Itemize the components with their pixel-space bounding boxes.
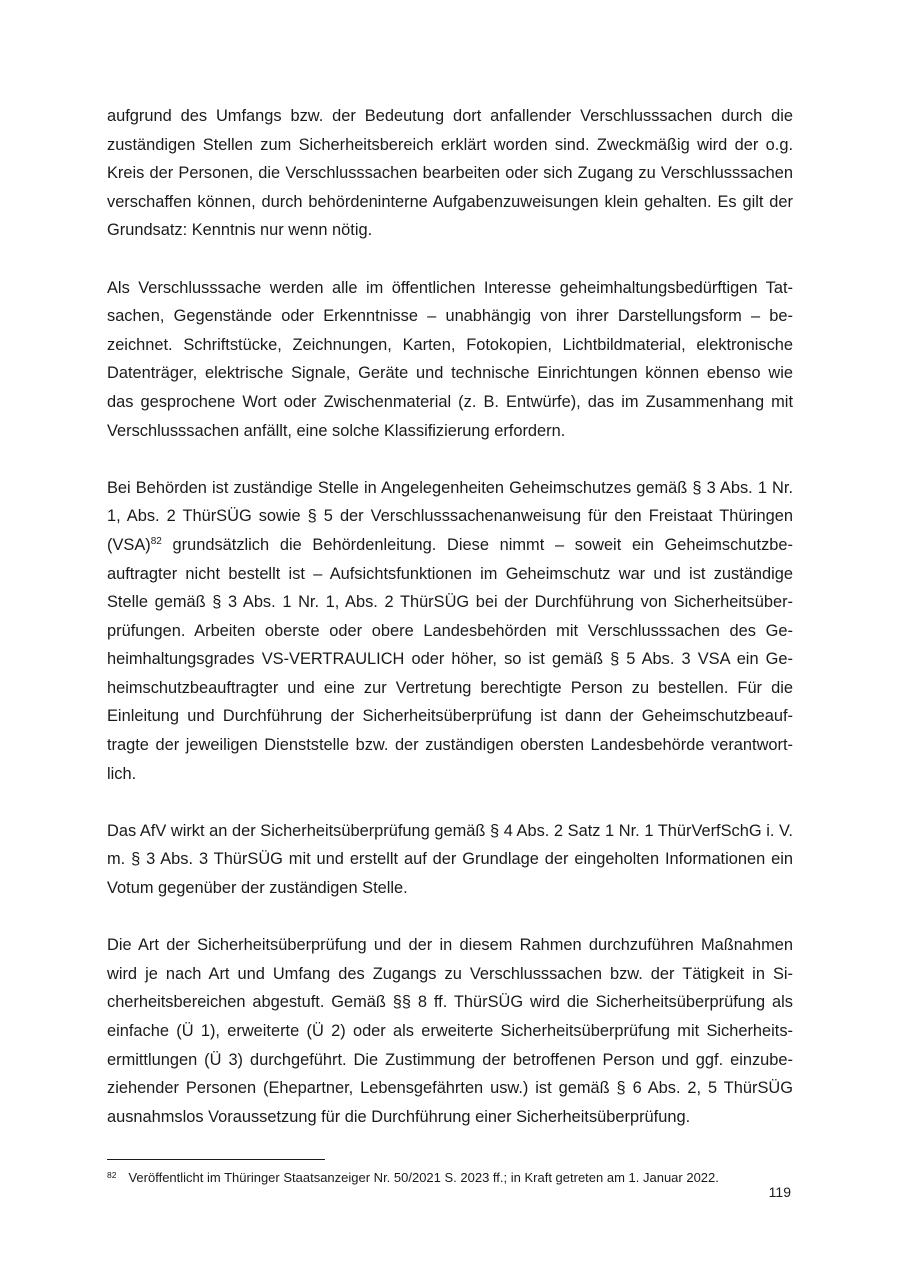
footnote-text: Veröffentlicht im Thüringer Staatsanzeiger Nr. 50/2021 S. 2023 ff.; in Kraft getreten am 1. Januar 2022. (128, 1170, 719, 1185)
paragraph-4: Das AfV wirkt an der Sicherheitsüberprüfung gemäß § 4 Abs. 2 Satz 1 Nr. 1 ThürVerfSchG i. V. m. § 3 Abs. 3 ThürSÜG mit und erstellt auf der Grundlage der eingeholten Informationen ein Votum gegenüber der zuständigen Stelle. (107, 821, 793, 898)
paragraph-3 (107, 474, 793, 789)
footnote-number: 82 (107, 1170, 117, 1180)
paragraph-3-text-after-note: grundsätzlich die Behördenleitung. Diese nimmt – soweit ein Geheimschutzbeauftragter nicht bestellt ist – Aufsichtsfunktionen im Geheimschutz war und ist zuständige Stelle gemäß § 3 Abs. 1 Nr. 1, Abs. 2 ThürSÜG bei der Durchführung von Sicherheitsüberprüfungen. Arbeiten oberste oder obere Landesbehörden mit Verschlusssachen des Geheimhaltungsgrades VS-VERTRAULICH oder höher, so ist gemäß § 5 Abs. 3 VSA ein Geheimschutzbeauftragter und eine zur Vertretung berechtigte Person zu bestellen. Für die Einleitung und Durchführung der Sicherheitsüberprüfung ist dann der Geheimschutzbeauftragte der jeweiligen Dienststelle bzw. der zuständigen obersten Landesbehörde verantwortlich. (107, 535, 793, 783)
footnote-divider (107, 1159, 325, 1160)
paragraph-1: aufgrund des Umfangs bzw. der Bedeutung dort anfallender Verschlusssachen durch die zuständigen Stellen zum Sicherheitsbereich erklärt worden sind. Zweckmäßig wird der o.g. Kreis der Personen, die Verschlusssachen bearbeiten oder sich Zugang zu Verschlusssachen verschaffen können, durch behördeninterne Aufgabenzuweisungen klein gehalten. Es gilt der Grundsatz: Kenntnis nur wenn nötig. (107, 107, 793, 240)
paragraph-3-text-before-note: Bei Behörden ist zuständige Stelle in Angelegenheiten Geheimschutzes gemäß § 3 Abs. 1 Nr. 1, Abs. 2 ThürSÜG sowie § 5 der Verschlusssachenanweisung für den Freistaat Thüringen (VSA) (107, 478, 793, 554)
footnote-reference[interactable]: 82 (150, 535, 162, 547)
body-text (107, 102, 793, 1160)
paragraph-2: Als Verschlusssache werden alle im öffentlichen Interesse geheimhaltungsbedürftigen Tatsachen, Gegenstände oder Erkenntnisse – unabhängig von ihrer Darstellungsform – bezeichnet. Schriftstücke, Zeichnungen, Karten, Fotokopien, Lichtbildmaterial, elektronische Datenträger, elektrische Signale, Geräte und technische Einrichtungen können ebenso wie das gesprochene Wort oder Zwischenmaterial (z. B. Entwürfe), das im Zusammenhang mit Verschlusssachen anfällt, eine solche Klassifizierung erfordern. (107, 278, 793, 440)
paragraph-5: Die Art der Sicherheitsüberprüfung und der in diesem Rahmen durchzuführen Maßnahmen wird je nach Art und Umfang des Zugangs zu Verschlusssachen bzw. der Tätigkeit in Sicherheitsbereichen abgestuft. Gemäß §§ 8 ff. ThürSÜG wird die Sicherheitsüberprüfung als einfache (Ü 1), erweiterte (Ü 2) oder als erweiterte Sicherheitsüberprüfung mit Sicherheitsermittlungen (Ü 3) durchgeführt. Die Zustimmung der betroffenen Person und ggf. einzubeziehender Personen (Ehepartner, Lebensgefährten usw.) ist gemäß § 6 Abs. 2, 5 ThürSÜG ausnahmslos Voraussetzung für die Durchführung einer Sicherheitsüberprüfung. (107, 936, 793, 1126)
page-number: 119 (768, 1184, 791, 1200)
footnote (107, 1166, 793, 1187)
